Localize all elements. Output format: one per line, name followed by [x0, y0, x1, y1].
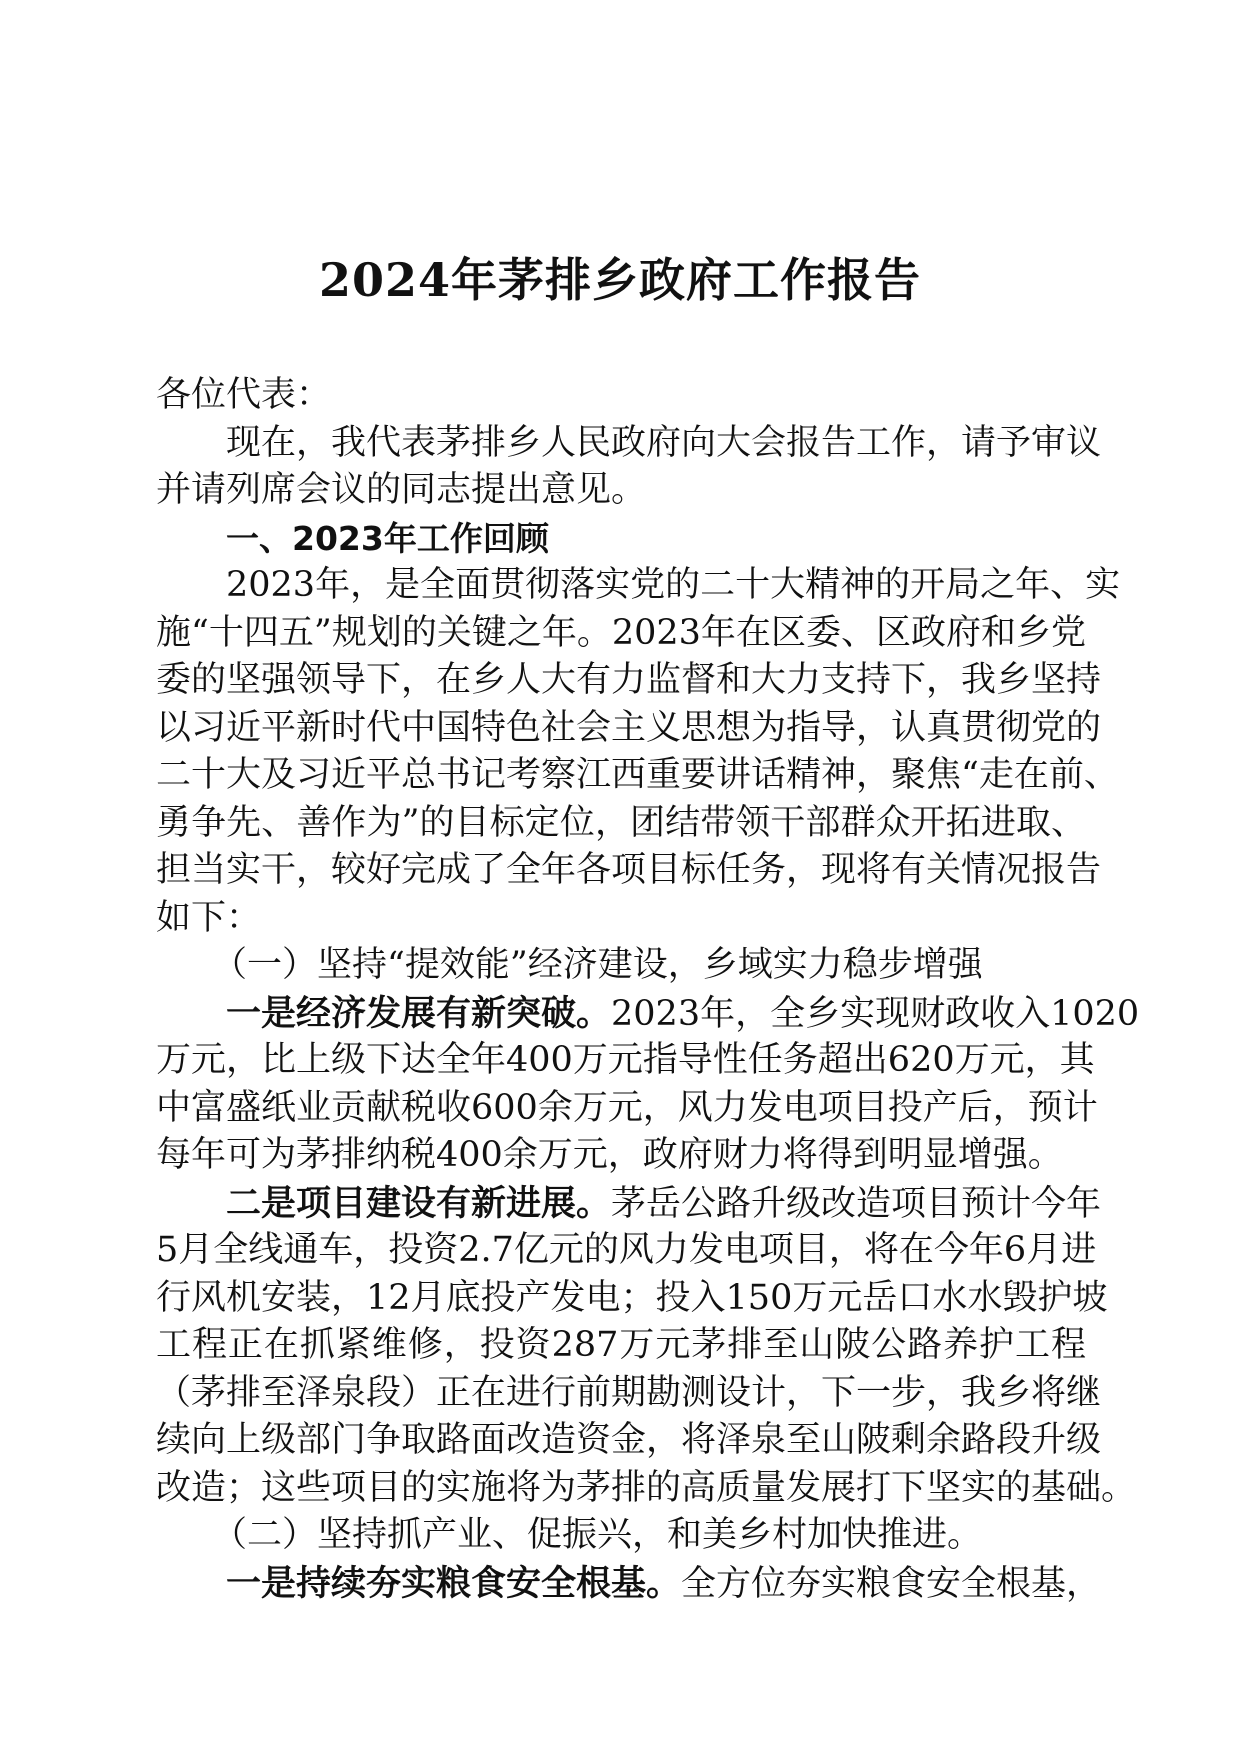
intro-line: 并请列席会议的同志提出意见。	[156, 470, 647, 510]
paragraph-line: 工程正在抓紧维修，投资287万元茅排至山陂公路养护工程	[156, 1325, 1086, 1365]
paragraph-line: 如下：	[156, 897, 262, 938]
item-first-line	[156, 1560, 1102, 1608]
paragraph-line: 行风机安装，12月底投产发电；投入150万元岳口水水毁护坡	[156, 1277, 1108, 1318]
section-heading: 一、2023年工作回顾	[226, 518, 549, 558]
item-text: 全方位夯实粮食安全根基，	[681, 1563, 1102, 1604]
paragraph-line: 担当实干，较好完成了全年各项目标任务，现将有关情况报告	[156, 850, 1102, 890]
item-lead: 一是持续夯实粮食安全根基。	[226, 1562, 682, 1604]
item-first-line	[156, 1180, 1102, 1228]
subsection-heading: （二）坚持抓产业、促振兴，和美乡村加快推进。	[212, 1515, 983, 1555]
item-first-line	[156, 990, 1140, 1038]
paragraph-line: 万元，比上级下达全年400万元指导性任务超出620万元，其	[156, 1040, 1095, 1080]
paragraph-line: 中富盛纸业贡献税收600余万元，风力发电项目投产后，预计	[156, 1087, 1098, 1128]
item-text: 茅岳公路升级改造项目预计今年	[611, 1183, 1102, 1224]
salutation: 各位代表：	[156, 375, 332, 415]
item-lead: 一是经济发展有新突破。	[226, 992, 612, 1034]
item-text: 2023年，全乡实现财政收入1020	[611, 993, 1140, 1034]
paragraph-line: 2023年，是全面贯彻落实党的二十大精神的开局之年、实	[226, 565, 1121, 605]
intro-line: 现在，我代表茅排乡人民政府向大会报告工作，请予审议	[226, 422, 1102, 463]
paragraph-line: 勇争先、善作为”的目标定位，团结带领干部群众开拓进取、	[156, 802, 1086, 843]
subsection-heading: （一）坚持“提效能”经济建设，乡域实力稳步增强	[212, 945, 983, 985]
item-lead: 二是项目建设有新进展。	[226, 1182, 612, 1224]
paragraph-line: 改造；这些项目的实施将为茅排的高质量发展打下坚实的基础。	[156, 1467, 1137, 1508]
paragraph-line: 以习近平新时代中国特色社会主义思想为指导，认真贯彻党的	[156, 707, 1102, 748]
paragraph-line: 5月全线通车，投资2.7亿元的风力发电项目，将在今年6月进	[156, 1230, 1097, 1270]
paragraph-line: 委的坚强领导下，在乡人大有力监督和大力支持下，我乡坚持	[156, 660, 1102, 700]
paragraph-line: 续向上级部门争取路面改造资金，将泽泉至山陂剩余路段升级	[156, 1420, 1102, 1460]
paragraph-line: （茅排至泽泉段）正在进行前期勘测设计，下一步，我乡将继	[156, 1372, 1102, 1413]
document-title: 2024年茅排乡政府工作报告	[318, 253, 922, 307]
paragraph-line: 每年可为茅排纳税400余万元，政府财力将得到明显增强。	[156, 1135, 1063, 1175]
paragraph-line: 施“十四五”规划的关键之年。2023年在区委、区政府和乡党	[156, 612, 1086, 653]
document-body	[156, 372, 1140, 1607]
paragraph-line: 二十大及习近平总书记考察江西重要讲话精神，聚焦“走在前、	[156, 755, 1119, 795]
